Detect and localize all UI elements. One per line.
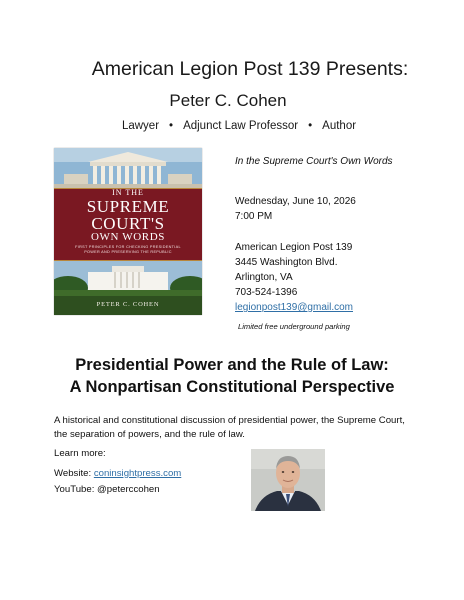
cover-subtitle: FIRST PRINCIPLES FOR CHECKING PRESIDENTIAL POWER AND PRESERVING THE REPUBLIC [75,245,181,254]
event-street: 3445 Washington Blvd. [235,257,338,268]
talk-headline [0,354,464,398]
event-phone: 703-524-1396 [235,287,298,298]
website-link[interactable]: coninsightpress.com [93,468,182,479]
event-email-link[interactable]: legionpost139@gmail.com [235,302,353,313]
speaker-portrait [251,449,325,511]
role-lawyer: Lawyer [121,120,160,132]
cover-author: PETER C. COHEN [96,301,160,308]
cover-title-line2: COURT'S [91,214,165,233]
portrait-photo [251,449,325,511]
role-professor: Adjunct Law Professor [183,120,299,132]
cover-title-in: IN THE [112,188,144,197]
book-title: In the Supreme Court's Own Words [235,156,393,167]
learn-more-label: Learn more: [54,448,106,459]
presents-heading: American Legion Post 139 Presents: [91,58,409,80]
event-city: Arlington, VA [235,272,293,283]
event-time: 7:00 PM [235,211,273,222]
role-separator: • [308,120,313,132]
speaker-name: Peter C. Cohen [169,91,287,110]
role-separator: • [169,120,174,132]
talk-description: A historical and constitutional discussion of presidential power, the Supreme Court, the separation of powers, and the rule of law. [54,415,405,440]
parking-note: Limited free underground parking [238,322,350,331]
white-house-portico [112,266,144,272]
event-venue: American Legion Post 139 [235,242,353,253]
website-row [54,468,181,479]
role-author: Author [322,120,357,132]
event-date: Wednesday, June 10, 2026 [235,196,356,207]
court-columns [93,166,161,184]
cover-title-line3: OWN WORDS [91,231,165,243]
youtube-row [54,484,160,495]
speaker-roles [0,120,464,132]
youtube-label: YouTube: [54,484,95,495]
website-label: Website: [54,468,92,479]
court-entablature [90,162,166,166]
youtube-handle: @peterccohen [97,484,160,495]
book-cover [54,148,202,315]
headline-line1: Presidential Power and the Rule of Law: [75,356,389,374]
cover-title-line1: SUPREME [86,197,170,216]
headline-line2: A Nonpartisan Constitutional Perspective [69,378,395,396]
